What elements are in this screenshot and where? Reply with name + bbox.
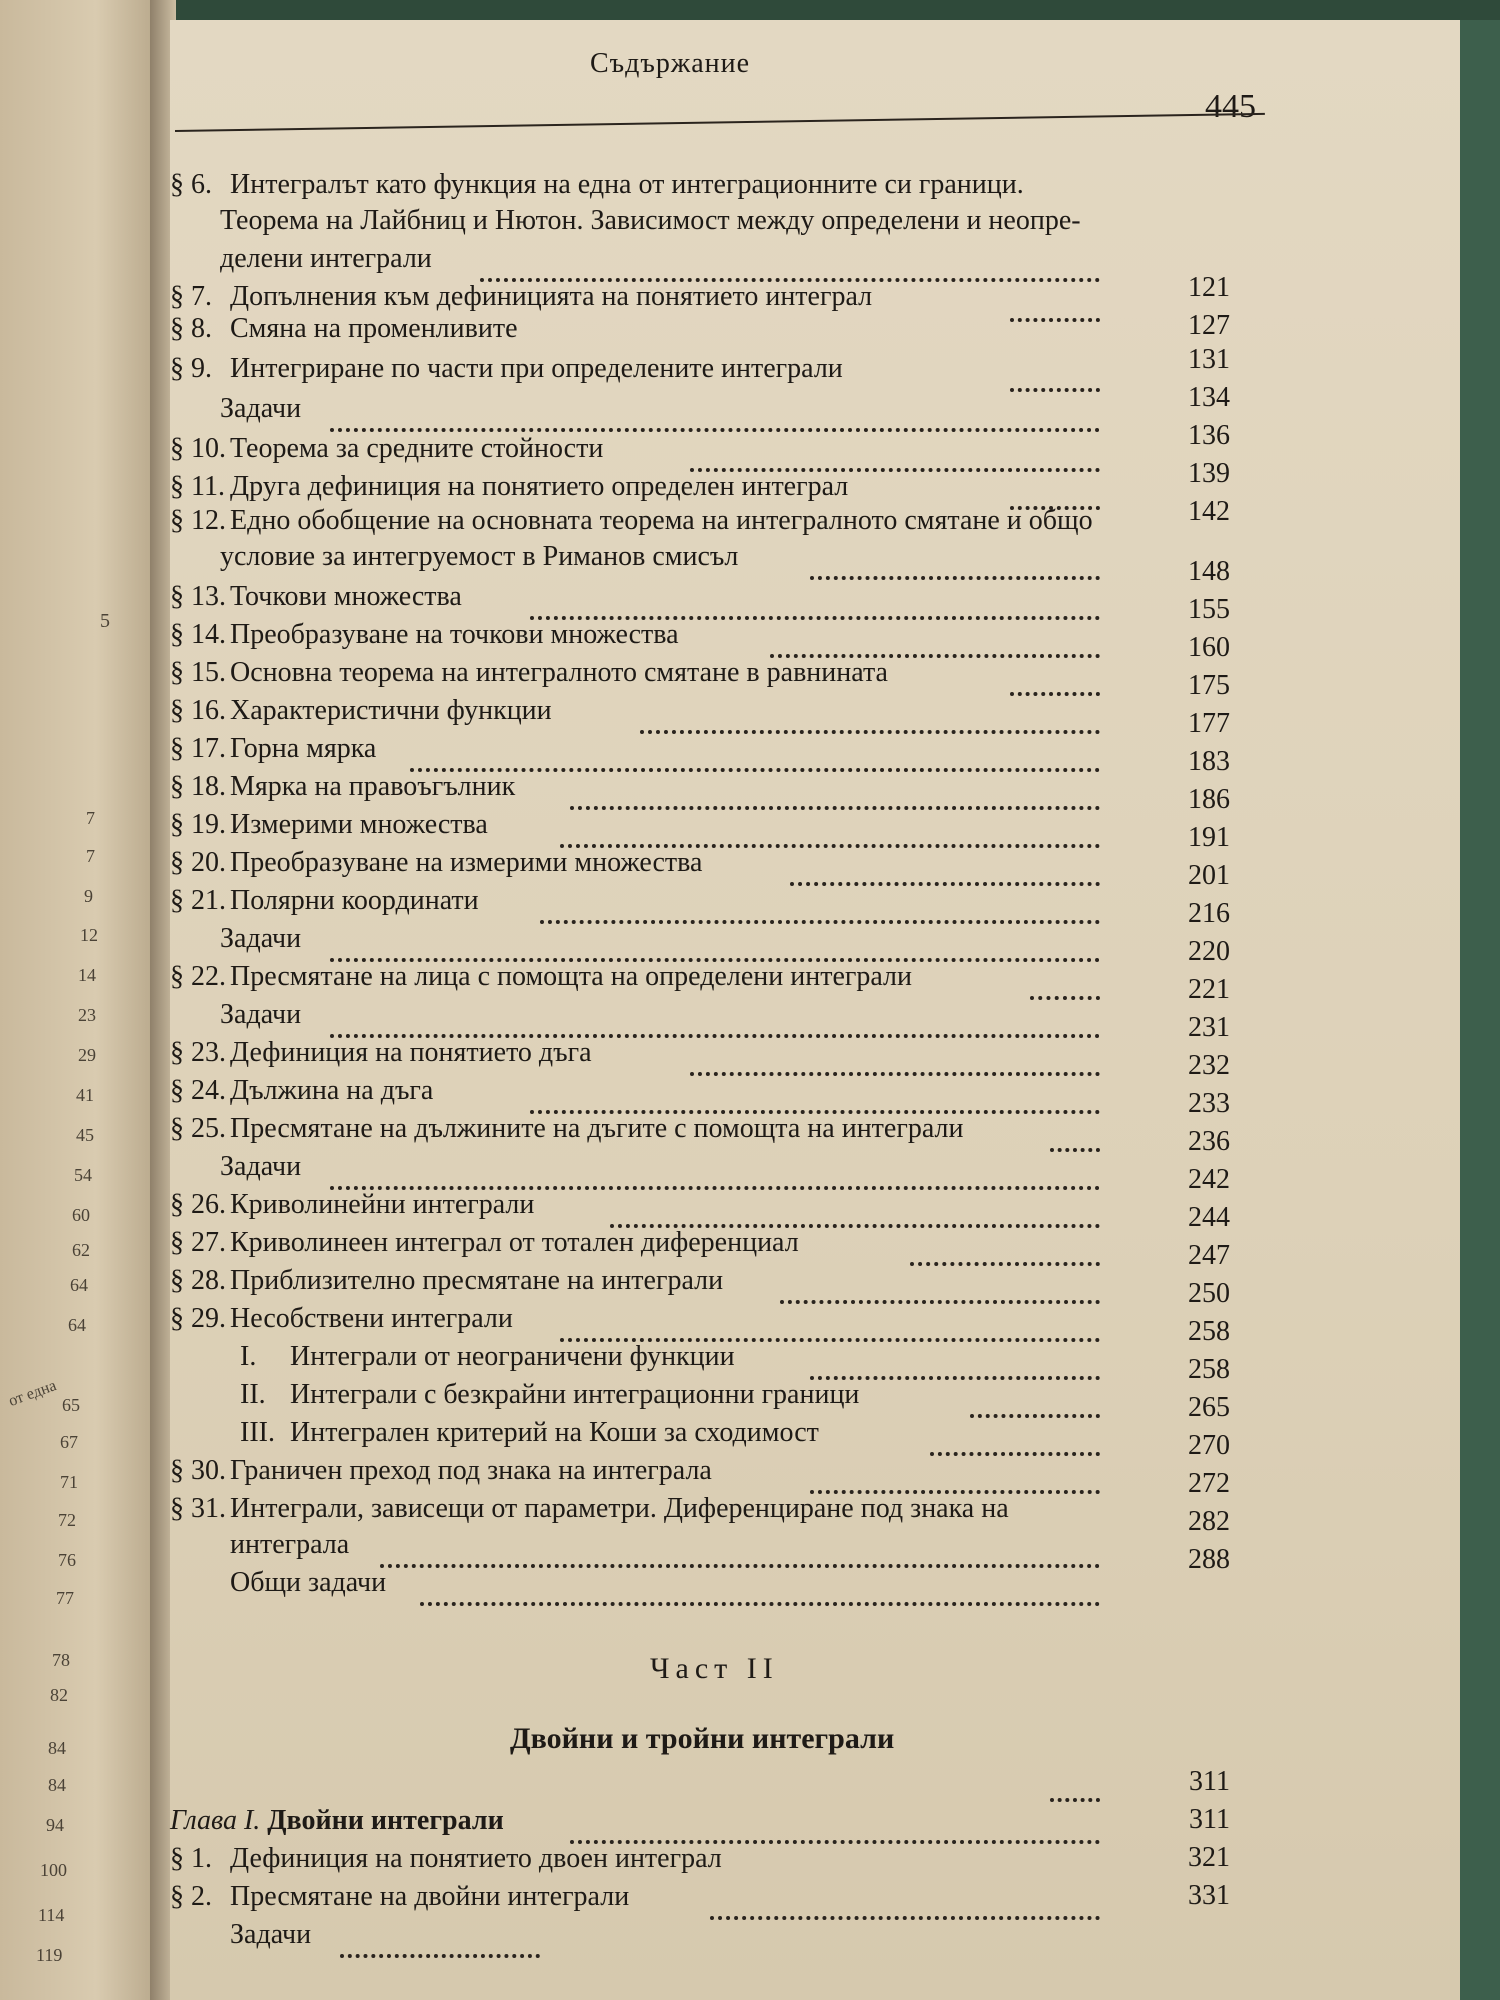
section-number: § 27. [170,1227,226,1258]
section-number: § 9. [170,353,212,384]
leader-dots [410,738,1100,772]
toc-page-number: 191 [1188,822,1230,853]
toc-page-number: 121 [1188,272,1230,303]
section-number: II. [240,1379,266,1410]
leader-dots [710,1886,1100,1920]
entry-title: Друга дефиниция на понятието определен интеграл [230,471,849,502]
toc-page-number: 155 [1188,594,1230,625]
toc-entry [170,280,872,314]
entry-title: Горна мярка [230,733,377,764]
left-page-number: 7 [86,846,95,866]
leader-dots [560,814,1100,848]
leader-dots [1050,1118,1100,1152]
left-page-number: 65 [62,1395,80,1415]
toc-entry [170,1112,963,1146]
section-number: § 25. [170,1113,226,1144]
section-number: § 19. [170,809,226,840]
toc-entry [220,1150,301,1184]
entry-title: Пресмятане на двойни интеграли [230,1881,630,1912]
toc-page-number: 221 [1188,974,1230,1005]
left-page-number: 62 [72,1240,90,1260]
toc-page-number: 160 [1188,632,1230,663]
toc-entry [170,846,702,880]
toc-entry [170,1188,534,1222]
leader-dots [810,546,1100,580]
leader-dots [380,1534,1100,1568]
section-number: § 6. [170,169,212,200]
toc-page-number: 321 [1188,1842,1230,1873]
toc-page-number: 331 [1188,1880,1230,1911]
entry-title: Допълнения към дефиницията на понятието интеграл [230,281,873,312]
toc-entry [170,580,462,614]
leader-dots [420,1572,1100,1606]
leader-dots [1050,1768,1100,1802]
toc-page-number: 134 [1188,382,1230,413]
entry-title: Пресмятане на дължините на дъгите с помощта на интеграли [230,1113,964,1144]
leader-dots [770,624,1100,658]
left-page-number: 100 [40,1860,67,1880]
leader-dots [690,438,1100,472]
page-title: Съдържание [590,48,751,79]
toc-entry [170,884,479,918]
toc-page [170,20,1460,2000]
left-page-number: 9 [84,886,93,906]
toc-entry [170,732,376,766]
section-number: § 17. [170,733,226,764]
section-number: III. [240,1417,275,1448]
left-page-number: 76 [58,1550,76,1570]
toc-page-number: 250 [1188,1278,1230,1309]
leader-dots [330,398,1100,432]
toc-entry [170,1226,799,1260]
leader-dots [340,1924,540,1958]
left-page-number: 60 [72,1205,90,1225]
entry-title: Дефиниция на понятието двоен интеграл [230,1843,722,1874]
part-title: Част II [650,1652,779,1685]
left-page-number: 64 [70,1275,88,1295]
toc-page-number: 258 [1188,1316,1230,1347]
left-page-number: 84 [48,1775,66,1795]
toc-page-number: 136 [1188,420,1230,451]
toc-entry [220,998,301,1032]
toc-entry [170,168,1024,202]
chapter-label: Глава I. [170,1805,261,1836]
entry-title: Полярни координати [230,885,479,916]
toc-entry-continuation: интеграла [230,1529,350,1560]
leader-dots [610,1194,1100,1228]
toc-page-number: 232 [1188,1050,1230,1081]
toc-entry [170,1302,513,1336]
entry-title: Основна теорема на интегралното смятане в равнината [230,657,888,688]
toc-list [170,20,1460,2000]
left-page-number: 82 [50,1685,68,1705]
leader-dots [330,928,1100,962]
section-number: § 31. [170,1493,226,1524]
toc-entry [230,1566,386,1600]
leader-dots [570,1810,1100,1844]
toc-page-number: 311 [1189,1766,1230,1797]
leader-dots [330,1156,1100,1190]
toc-page-number: 175 [1188,670,1230,701]
toc-page-number: 311 [1189,1804,1230,1835]
section-number: I. [240,1341,257,1372]
section-number: § 30. [170,1455,226,1486]
entry-title: Точкови множества [230,581,462,612]
section-number: § 20. [170,847,226,878]
leader-dots [540,890,1100,924]
entry-title: Пресмятане на лица с помощта на определени интеграли [230,961,912,992]
toc-entry-continuation: условие за интегруемост в Риманов смисъл [220,541,739,572]
toc-page-number: 177 [1188,708,1230,739]
chapter-entry [170,1804,504,1838]
toc-entry [170,1842,722,1876]
section-number: § 24. [170,1075,226,1106]
entry-title: Задачи [230,1919,312,1950]
toc-entry [170,352,843,386]
toc-page-number: 244 [1188,1202,1230,1233]
part-subtitle: Двойни и тройни интеграли [510,1722,895,1755]
left-page-number: 14 [78,965,96,985]
section-number: § 1. [170,1843,212,1874]
left-page-fragment: от една [6,1377,59,1410]
toc-entry [170,504,1093,538]
toc-entry [240,1340,735,1374]
section-number: § 10. [170,433,226,464]
section-number: § 29. [170,1303,226,1334]
section-number: § 26. [170,1189,226,1220]
toc-entry [220,922,301,956]
entry-title: Едно обобщение на основната теорема на интегралното смятане и общо [230,505,1093,536]
section-number: § 12. [170,505,226,536]
toc-entry [240,1378,859,1412]
left-page-number: 119 [36,1945,63,1965]
toc-entry [170,656,888,690]
leader-dots [560,1308,1100,1342]
leader-dots [1010,358,1100,392]
leader-dots [780,1270,1100,1304]
entry-title: Общи задачи [230,1567,387,1598]
toc-entry [170,694,552,728]
toc-entry [170,1074,433,1108]
section-number: § 2. [170,1881,212,1912]
leader-dots [1010,288,1100,322]
toc-entry [170,432,603,466]
chapter-title: Двойни интеграли [267,1805,504,1836]
toc-page-number: 270 [1188,1430,1230,1461]
entry-title: Задачи [220,923,302,954]
left-page-number: 94 [46,1815,64,1835]
entry-title: Криволинейни интеграли [230,1189,535,1220]
section-number: § 13. [170,581,226,612]
toc-entry [170,1492,1009,1526]
toc-entry [170,618,679,652]
toc-entry [240,1416,819,1450]
leader-dots [530,1080,1100,1114]
toc-page-number: 201 [1188,860,1230,891]
entry-title: Задачи [220,393,302,424]
entry-title: Приблизително пресмятане на интеграли [230,1265,724,1296]
left-page-number: 23 [78,1005,96,1025]
toc-entry [170,1454,712,1488]
left-page-number: 67 [60,1432,78,1452]
leader-dots [810,1460,1100,1494]
toc-entry [170,770,515,804]
toc-page-number: 233 [1188,1088,1230,1119]
section-number: § 14. [170,619,226,650]
entry-title: Характеристични функции [230,695,552,726]
section-number: § 11. [170,471,225,502]
toc-page-number: 139 [1188,458,1230,489]
left-page-number: 41 [76,1085,94,1105]
leader-dots [640,700,1100,734]
left-page-number: 54 [74,1165,92,1185]
leader-dots [810,1346,1100,1380]
entry-title: Дължина на дъга [230,1075,434,1106]
toc-page-number: 242 [1188,1164,1230,1195]
leader-dots [480,248,1100,282]
leader-dots [930,1422,1100,1456]
toc-entry [170,960,912,994]
toc-page-number: 247 [1188,1240,1230,1271]
toc-page-number: 183 [1188,746,1230,777]
page-number: 445 [1205,88,1256,125]
left-page-number: 64 [68,1315,86,1335]
toc-entry-continuation: Теорема на Лайбниц и Нютон. Зависимост между определени и неопре- [220,205,1081,236]
entry-title: Криволинеен интеграл от тотален диференциал [230,1227,799,1258]
toc-page-number: 265 [1188,1392,1230,1423]
entry-title: Дефиниция на понятието дъга [230,1037,592,1068]
toc-entry [170,312,518,346]
left-page-number: 7 [86,808,95,828]
toc-entry [170,1264,723,1298]
toc-entry [170,1880,629,1914]
entry-title: Преобразуване на измерими множества [230,847,703,878]
entry-title: Интегралът като функция на една от интеграционните си граници. [230,169,1024,200]
left-page [0,0,160,2000]
background-edge [0,0,1500,20]
leader-dots [1030,966,1100,1000]
toc-page-number: 288 [1188,1544,1230,1575]
entry-title: Интегрален критерий на Коши за сходимост [290,1417,819,1448]
section-number: § 21. [170,885,226,916]
toc-entry-continuation: делени интеграли [220,243,432,274]
entry-title: Задачи [220,1151,302,1182]
left-page-number: 78 [52,1650,70,1670]
leader-dots [570,776,1100,810]
left-page-number: 12 [80,925,98,945]
section-number: § 8. [170,313,212,344]
toc-entry [170,470,848,504]
toc-page-number: 272 [1188,1468,1230,1499]
leader-dots [1010,662,1100,696]
entry-title: Интегриране по части при определените интеграли [230,353,843,384]
toc-page-number: 186 [1188,784,1230,815]
entry-title: Интеграли с безкрайни интеграционни граници [290,1379,860,1410]
toc-page-number: 142 [1188,496,1230,527]
toc-entry [170,808,488,842]
entry-title: Задачи [220,999,302,1030]
leader-dots [530,586,1100,620]
toc-page-number: 127 [1188,310,1230,341]
entry-title: Интеграли, зависещи от параметри. Диференциране под знака на [230,1493,1009,1524]
leader-dots [330,1004,1100,1038]
left-page-number: 45 [76,1125,94,1145]
toc-page-number: 231 [1188,1012,1230,1043]
entry-title: Преобразуване на точкови множества [230,619,679,650]
section-number: § 18. [170,771,226,802]
entry-title: Несобствени интеграли [230,1303,513,1334]
leader-dots [910,1232,1100,1266]
toc-page-number: 220 [1188,936,1230,967]
leader-dots [970,1384,1100,1418]
entry-title: Смяна на променливите [230,313,518,344]
leader-dots [790,852,1100,886]
toc-page-number: 131 [1188,344,1230,375]
left-page-number: 114 [38,1905,65,1925]
toc-page-number: 258 [1188,1354,1230,1385]
left-page-number: 72 [58,1510,76,1530]
section-number: § 16. [170,695,226,726]
entry-title: Теорема за средните стойности [230,433,604,464]
entry-title: Интеграли от неограничени функции [290,1341,735,1372]
left-page-number: 77 [56,1588,74,1608]
toc-page-number: 236 [1188,1126,1230,1157]
section-number: § 28. [170,1265,226,1296]
left-page-number: 71 [60,1472,78,1492]
toc-entry [220,392,301,426]
entry-title: Мярка на правоъгълник [230,771,516,802]
leader-dots [690,1042,1100,1076]
toc-entry [170,1036,592,1070]
toc-page-number: 216 [1188,898,1230,929]
section-number: § 15. [170,657,226,688]
left-page-number: 5 [100,610,110,632]
entry-title: Измерими множества [230,809,488,840]
section-number: § 23. [170,1037,226,1068]
toc-page-number: 148 [1188,556,1230,587]
left-page-number: 84 [48,1738,66,1758]
left-page-number: 29 [78,1045,96,1065]
entry-title: Граничен преход под знака на интеграла [230,1455,712,1486]
section-number: § 7. [170,281,212,312]
toc-page-number: 282 [1188,1506,1230,1537]
section-number: § 22. [170,961,226,992]
toc-entry [230,1918,311,1952]
